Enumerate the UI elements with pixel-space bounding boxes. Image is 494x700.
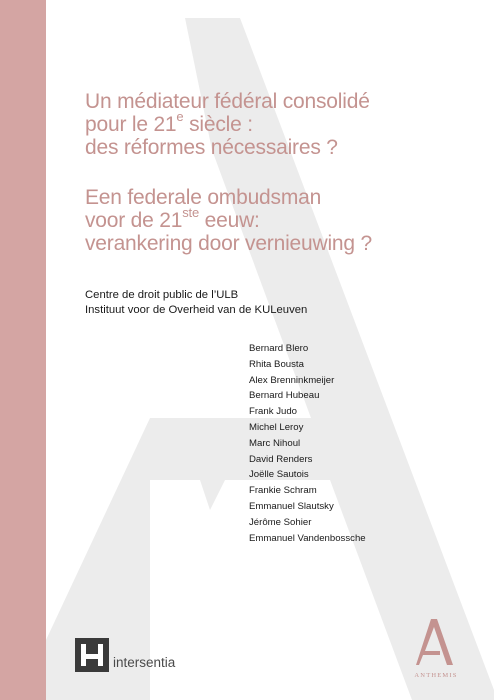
institution-ulb: Centre de droit public de l’ULB — [85, 289, 239, 301]
author-name: Marc Nihoul — [249, 437, 301, 449]
institutions-block — [85, 288, 307, 318]
french-title-line-2-text: pour le 21 — [85, 113, 177, 136]
anthemis-logo-icon — [415, 617, 455, 667]
author-name: Michel Leroy — [249, 421, 304, 433]
french-title-line-3: des réformes nécessaires ? — [85, 136, 338, 159]
french-title-line-2 — [85, 109, 370, 136]
intersentia-name: intersentia — [113, 655, 176, 670]
author-name: David Renders — [249, 453, 313, 465]
author-name: Joëlle Sautois — [249, 469, 309, 481]
author-name: Frankie Schram — [249, 485, 317, 497]
author-name: Bernard Blero — [249, 343, 309, 354]
french-title-line-1: Un médiateur fédéral consolidé — [85, 90, 370, 113]
authors-list — [249, 341, 366, 546]
author-name: Alex Brenninkmeijer — [249, 374, 335, 386]
author-name: Jérôme Sohier — [249, 516, 312, 528]
author-name: Emmanuel Vandenbossche — [249, 532, 366, 544]
author-name: Frank Judo — [249, 406, 297, 418]
intersentia-logo-icon — [75, 638, 109, 672]
french-title-superscript: e — [176, 109, 184, 124]
author-name: Bernard Hubeau — [249, 390, 320, 402]
anthemis-name: ANTHEMIS — [414, 672, 458, 679]
dutch-title-line-2-suffix: eeuw: — [199, 209, 260, 232]
dutch-title-line-1: Een federale ombudsman — [85, 186, 322, 209]
dutch-title-superscript: ste — [182, 205, 199, 220]
dutch-title-line-3: verankering door vernieuwing ? — [85, 232, 373, 255]
institution-kuleuven: Instituut voor de Overheid van de KULeuven — [85, 304, 308, 316]
french-title-line-2-suffix: siècle : — [183, 113, 253, 136]
author-name: Emmanuel Slautsky — [249, 500, 334, 512]
french-title — [85, 90, 370, 159]
dutch-title — [85, 186, 372, 255]
author-name: Rhita Bousta — [249, 358, 304, 370]
dutch-title-line-2 — [85, 205, 372, 232]
dutch-title-line-2-text: voor de 21 — [85, 209, 183, 232]
